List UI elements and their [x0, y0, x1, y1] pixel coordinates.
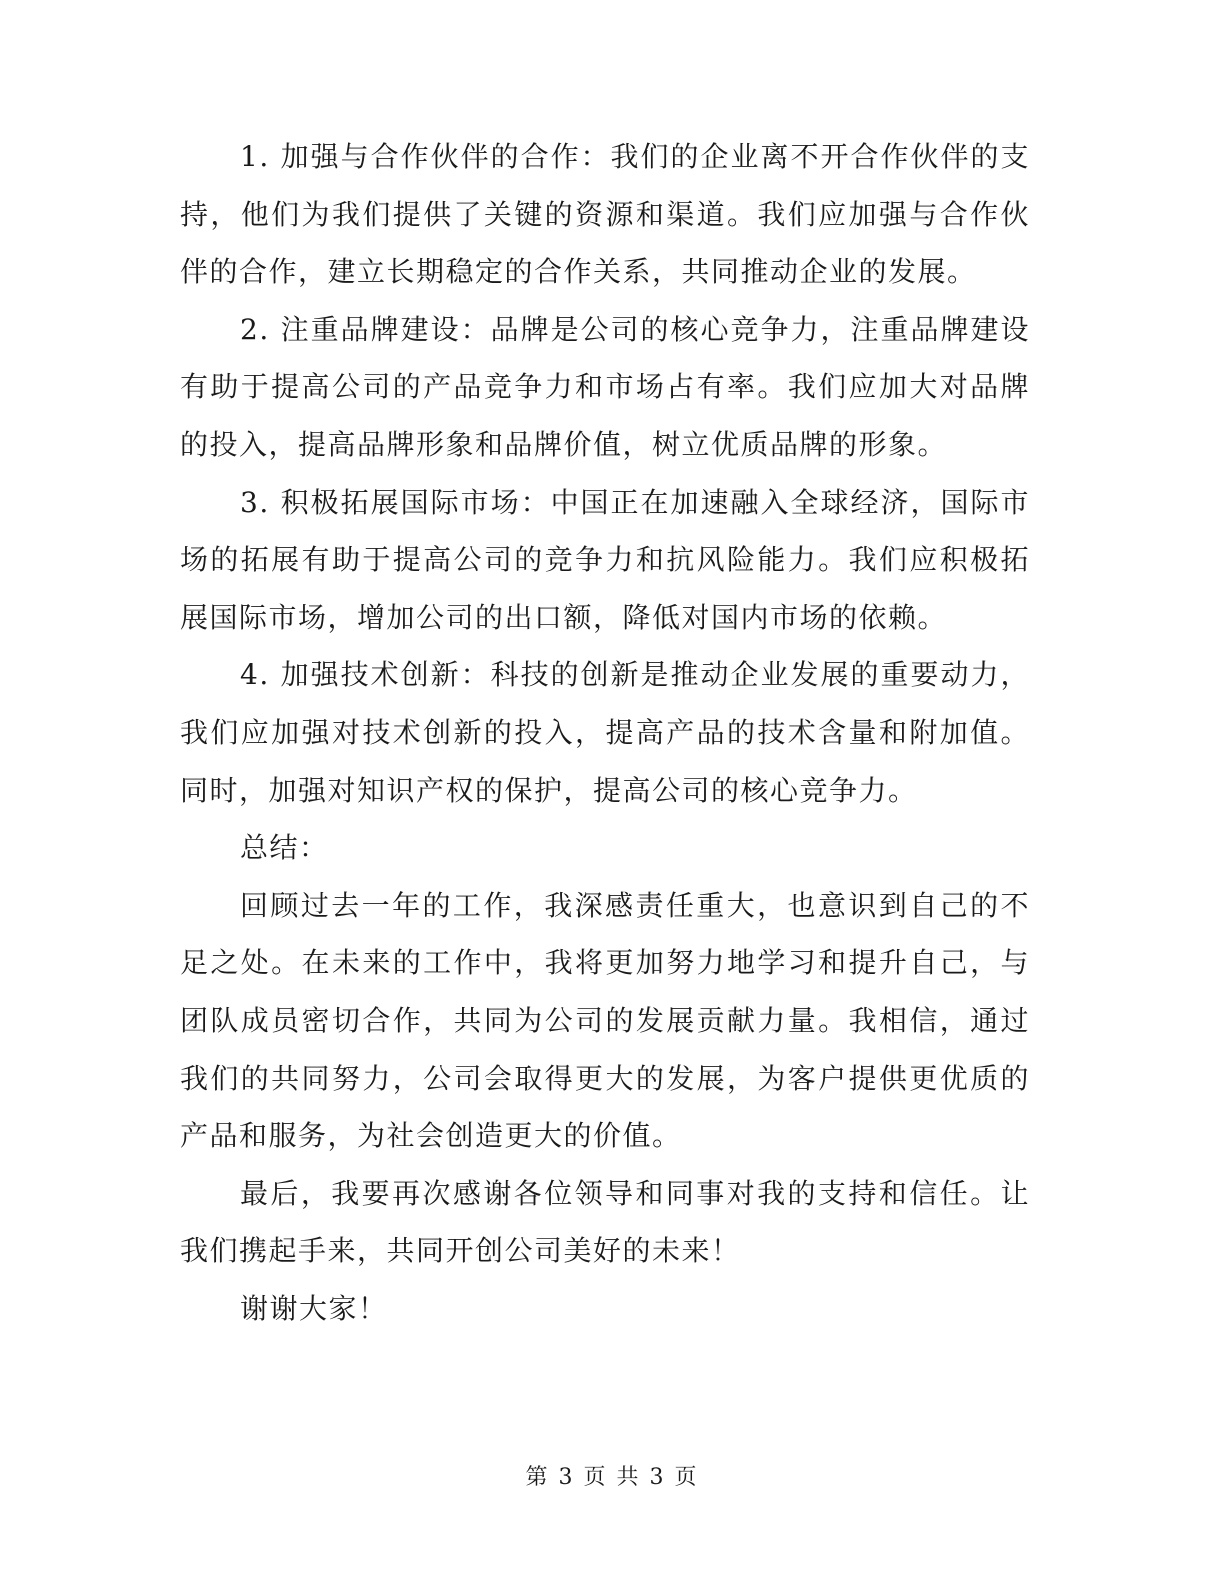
paragraph-brand-building: 2. 注重品牌建设：品牌是公司的核心竞争力，注重品牌建设有助于提高公司的产品竞争力和市场占有率。我们应加大对品牌的投入，提高品牌形象和品牌价值，树立优质品牌的形象。 [180, 312, 1030, 461]
paragraph-closing: 谢谢大家！ [240, 1291, 388, 1325]
page-footer: 第 3 页 共 3 页 [525, 1465, 699, 1490]
paragraph-tech-innovation: 4. 加强技术创新：科技的创新是推动企业发展的重要动力，我们应加强对技术创新的投入，提高产品的技术含量和附加值。同时，加强对知识产权的保护，提高公司的核心竞争力。 [180, 658, 1030, 807]
paragraph-thanks-leaders: 最后，我要再次感谢各位领导和同事对我的支持和信任。让我们携起手来，共同开创公司美好的未来！ [180, 1176, 1030, 1268]
body-text [180, 128, 1030, 1337]
paragraph-summary: 回顾过去一年的工作，我深感责任重大，也意识到自己的不足之处。在未来的工作中，我将更加努力地学习和提升自己，与团队成员密切合作，共同为公司的发展贡献力量。我相信，通过我们的共同努力，公司会取得更大的发展，为客户提供更优质的产品和服务，为社会创造更大的价值。 [180, 888, 1030, 1153]
summary-heading: 总结： [240, 831, 329, 865]
paragraph-partner-cooperation: 1. 加强与合作伙伴的合作：我们的企业离不开合作伙伴的支持，他们为我们提供了关键的资源和渠道。我们应加强与合作伙伴的合作，建立长期稳定的合作关系，共同推动企业的发展。 [180, 140, 1030, 289]
paragraph-international-market: 3. 积极拓展国际市场：中国正在加速融入全球经济，国际市场的拓展有助于提高公司的竞争力和抗风险能力。我们应积极拓展国际市场，增加公司的出口额，降低对国内市场的依赖。 [180, 485, 1030, 634]
